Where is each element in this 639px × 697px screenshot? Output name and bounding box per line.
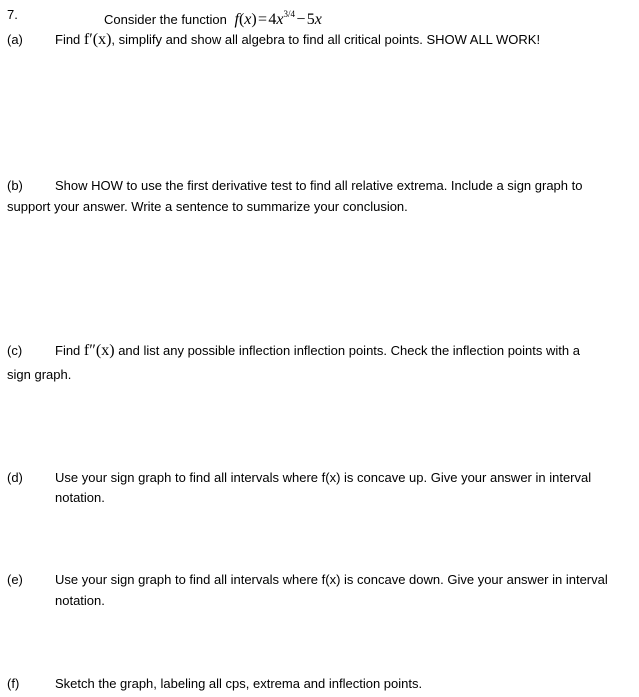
part-c-text-after: and list any possible inflection inflection points. Check the inflection points with a bbox=[118, 343, 580, 358]
part-f-question: Sketch the graph, labeling all cps, extrema and inflection points. bbox=[55, 676, 423, 691]
part-a-label: (a) bbox=[7, 32, 23, 47]
part-c-question-continued: sign graph. bbox=[7, 367, 72, 382]
part-b-label: (b) bbox=[7, 178, 23, 193]
part-f-label: (f) bbox=[7, 676, 20, 691]
problem-intro-text: Consider the function bbox=[104, 12, 227, 27]
part-b-question: Show HOW to use the first derivative test to find all relative extrema. Include a sign graph to bbox=[55, 178, 583, 193]
part-a-text-after: , simplify and show all algebra to find all critical points. SHOW ALL WORK! bbox=[111, 32, 541, 47]
part-c-label: (c) bbox=[7, 343, 23, 358]
part-c-question bbox=[55, 342, 580, 359]
function-expression: f(x) = $4x^{3/4}$ − 5x bbox=[234, 9, 322, 28]
part-d-question-continued: notation. bbox=[55, 490, 105, 505]
part-b-question-continued: support your answer. Write a sentence to summarize your conclusion. bbox=[7, 199, 408, 214]
part-c-text-before: Find bbox=[55, 343, 81, 358]
problem-number: 7. bbox=[7, 7, 18, 22]
part-e-label: (e) bbox=[7, 572, 23, 587]
part-a-question bbox=[55, 31, 540, 48]
part-d-label: (d) bbox=[7, 470, 23, 485]
part-a-math: f′(x) bbox=[83, 31, 112, 48]
part-e-question-continued: notation. bbox=[55, 593, 105, 608]
problem-intro bbox=[104, 6, 322, 28]
part-a-text-before: Find bbox=[55, 32, 81, 47]
part-d-question: Use your sign graph to find all intervals where f(x) is concave up. Give your answer in interval bbox=[55, 470, 592, 485]
part-e-question: Use your sign graph to find all intervals where f(x) is concave down. Give your answer in interval bbox=[55, 572, 608, 587]
part-c-math: f″(x) bbox=[83, 342, 115, 359]
